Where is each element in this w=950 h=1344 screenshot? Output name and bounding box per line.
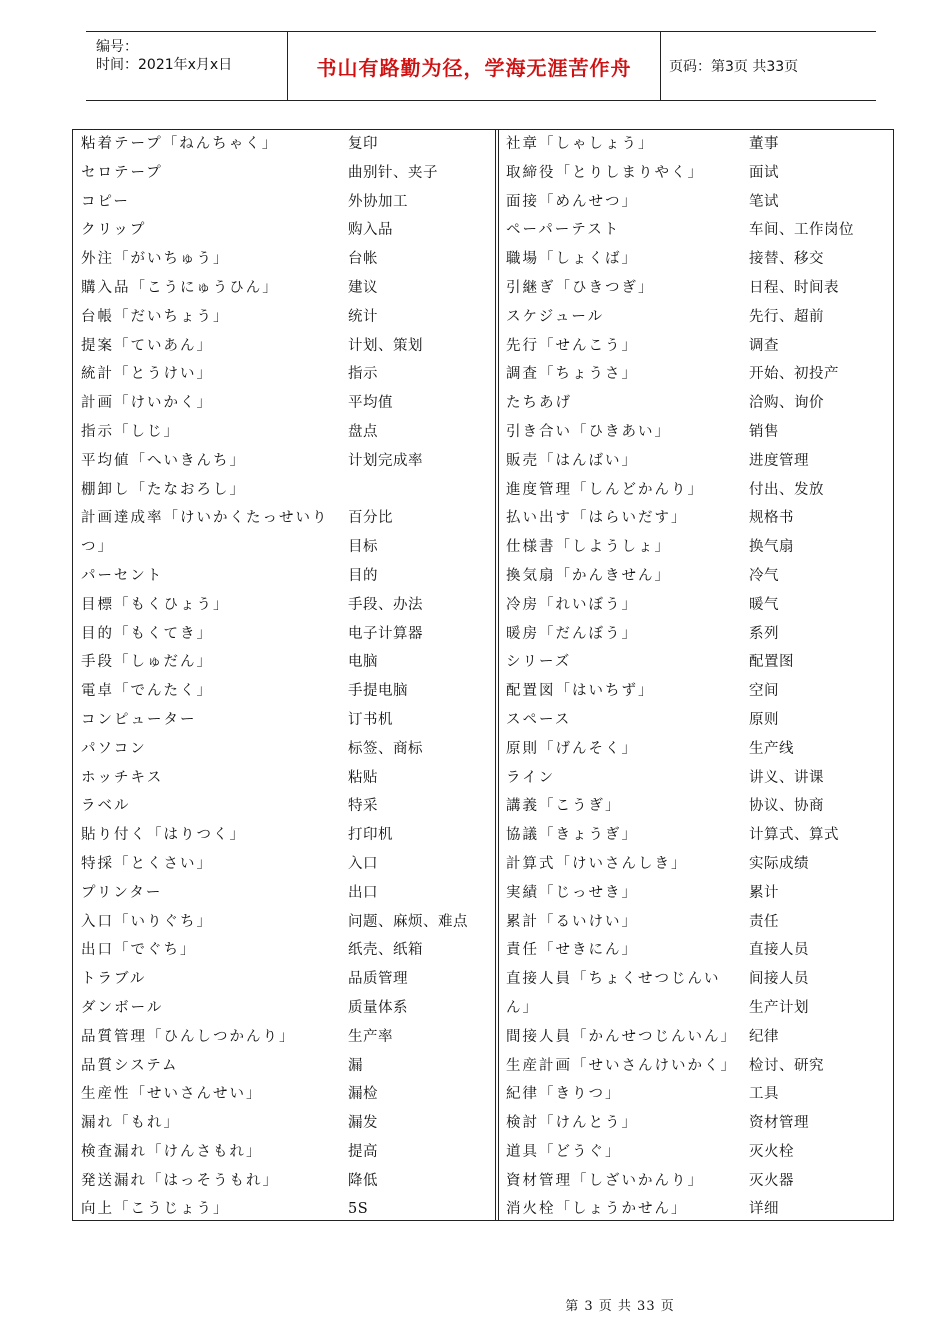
japanese-term: 調査「ちょうさ」 xyxy=(506,366,638,383)
chinese-term: 漏检 xyxy=(348,1086,378,1103)
chinese-term: 纸壳、纸箱 xyxy=(348,942,423,959)
chinese-term: 建议 xyxy=(348,279,378,296)
left-japanese-column xyxy=(81,130,341,1224)
japanese-term: 道具「どうぐ」 xyxy=(506,1143,622,1160)
japanese-term: コンピューター xyxy=(81,711,197,728)
chinese-term: 计划、策划 xyxy=(348,337,423,354)
japanese-term: 外注「がいちゅう」 xyxy=(81,251,230,268)
japanese-term: スケジュール xyxy=(506,308,605,325)
japanese-term: 向上「こうじょう」 xyxy=(81,1201,230,1218)
japanese-term: たちあげ xyxy=(506,395,572,412)
japanese-term: ライン xyxy=(506,769,556,786)
japanese-term: 引き合い「ひきあい」 xyxy=(506,423,671,440)
japanese-term: シリーズ xyxy=(506,654,572,671)
chinese-term: 复印 xyxy=(348,136,378,152)
chinese-term: 纪律 xyxy=(749,1028,779,1045)
japanese-term: 実績「じっせき」 xyxy=(506,884,638,901)
chinese-term: 接替、移交 xyxy=(749,251,824,268)
japanese-term: 講義「こうぎ」 xyxy=(506,798,622,815)
chinese-term: 曲别针、夹子 xyxy=(348,164,438,181)
japanese-term: 平均値「へいきんち」 xyxy=(81,452,246,469)
japanese-term: 計画「けいかく」 xyxy=(81,395,213,412)
japanese-term: 電卓「でんたく」 xyxy=(81,683,213,700)
japanese-term: 品質管理「ひんしつかんり」 xyxy=(81,1028,296,1045)
japanese-term: 漏れ「もれ」 xyxy=(81,1115,180,1132)
japanese-term: 手段「しゅだん」 xyxy=(81,654,213,671)
chinese-term: 冷气 xyxy=(749,567,779,584)
chinese-term: 先行、超前 xyxy=(749,308,824,325)
japanese-term: 粘着テープ「ねんちゃく」 xyxy=(81,136,279,152)
japanese-term: ダンボール xyxy=(81,999,164,1016)
chinese-term: 盘点 xyxy=(348,423,378,440)
chinese-term: 外协加工 xyxy=(348,193,408,210)
japanese-term: パーセント xyxy=(81,567,164,584)
japanese-term: ん」 xyxy=(506,999,539,1016)
japanese-term: 消火栓「しょうかせん」 xyxy=(506,1201,688,1218)
chinese-term: 系列 xyxy=(749,625,779,642)
japanese-term: 社章「しゃしょう」 xyxy=(506,136,655,152)
page-header xyxy=(86,31,876,101)
right-chinese-column xyxy=(749,130,889,1224)
chinese-term: 车间、工作岗位 xyxy=(749,222,854,239)
chinese-term: 购入品 xyxy=(348,222,393,239)
japanese-term: 計算式「けいさんしき」 xyxy=(506,855,688,872)
chinese-term: 日程、时间表 xyxy=(749,279,839,296)
chinese-term: 生产率 xyxy=(348,1028,393,1045)
japanese-term: 生産計画「せいさんけいかく」 xyxy=(506,1057,737,1074)
slogan-text: 书山有路勤为径，学海无涯苦作舟 xyxy=(316,55,632,80)
left-chinese-column xyxy=(348,130,488,1224)
japanese-term: 貼り付く「はりつく」 xyxy=(81,827,246,844)
chinese-term: 平均值 xyxy=(348,395,393,412)
header-left-cell xyxy=(86,32,288,100)
japanese-term: ホッチキス xyxy=(81,769,164,786)
chinese-term: 目标 xyxy=(348,539,378,556)
chinese-term: 董事 xyxy=(749,136,779,152)
chinese-term: 详细 xyxy=(749,1201,779,1218)
japanese-term: 計画達成率「けいかくたっせいり xyxy=(81,510,329,527)
japanese-term: 責任「せきにん」 xyxy=(506,942,638,959)
chinese-term xyxy=(348,476,488,505)
japanese-term: 出口「でぐち」 xyxy=(81,942,197,959)
chinese-term: 质量体系 xyxy=(348,999,408,1016)
japanese-term: 資材管理「しざいかんり」 xyxy=(506,1172,704,1189)
chinese-term: 直接人员 xyxy=(749,942,809,959)
chinese-term: 5S xyxy=(348,1201,369,1218)
japanese-term: つ」 xyxy=(81,539,114,556)
chinese-term: 笔试 xyxy=(749,193,779,210)
chinese-term: 漏发 xyxy=(348,1115,378,1132)
japanese-term: 原則「げんそく」 xyxy=(506,740,638,757)
japanese-term: 棚卸し「たなおろし」 xyxy=(81,481,246,498)
japanese-term: 冷房「れいぼう」 xyxy=(506,596,638,613)
chinese-term: 面试 xyxy=(749,164,779,181)
chinese-term: 问题、麻烦、难点 xyxy=(348,913,468,930)
page-footer: 第 3 页 共 33 页 xyxy=(565,1299,675,1314)
chinese-term: 目的 xyxy=(348,567,378,584)
chinese-term: 标签、商标 xyxy=(348,740,423,757)
japanese-term: クリップ xyxy=(81,222,147,239)
chinese-term: 打印机 xyxy=(348,827,393,844)
japanese-term: セロテープ xyxy=(81,164,163,181)
vocabulary-table xyxy=(72,129,894,1221)
japanese-term: 暖房「だんぼう」 xyxy=(506,625,638,642)
column-divider xyxy=(495,130,499,1220)
japanese-term: 仕様書「しようしょ」 xyxy=(506,539,671,556)
chinese-term: 进度管理 xyxy=(749,452,809,469)
chinese-term: 提高 xyxy=(348,1143,378,1160)
date-label: 时间：2021年x月x日 xyxy=(96,57,233,73)
chinese-term: 百分比 xyxy=(348,510,393,527)
chinese-term: 洽购、询价 xyxy=(749,395,824,412)
chinese-term: 实际成绩 xyxy=(749,855,809,872)
chinese-term: 生产线 xyxy=(749,740,794,757)
japanese-term: 品質システム xyxy=(81,1057,179,1074)
chinese-term: 配置图 xyxy=(749,654,794,671)
japanese-term: パソコン xyxy=(81,740,147,757)
chinese-term: 指示 xyxy=(348,366,378,383)
japanese-term: 進度管理「しんどかんり」 xyxy=(506,481,704,498)
japanese-term: 入口「いりぐち」 xyxy=(81,913,213,930)
japanese-term: 生産性「せいさんせい」 xyxy=(81,1086,263,1103)
chinese-term: 资材管理 xyxy=(749,1115,809,1132)
japanese-term: 検査漏れ「けんさもれ」 xyxy=(81,1143,263,1160)
chinese-term: 累计 xyxy=(749,884,779,901)
japanese-term: 目的「もくてき」 xyxy=(81,625,213,642)
chinese-term: 品质管理 xyxy=(348,971,408,988)
japanese-term: 台帳「だいちょう」 xyxy=(81,308,230,325)
chinese-term: 手提电脑 xyxy=(348,683,408,700)
japanese-term: 換気扇「かんきせん」 xyxy=(506,567,671,584)
chinese-term: 计划完成率 xyxy=(348,452,423,469)
serial-label: 编号： xyxy=(96,39,138,55)
japanese-term: 面接「めんせつ」 xyxy=(506,193,638,210)
chinese-term: 间接人员 xyxy=(749,971,809,988)
japanese-term: 間接人員「かんせつじんいん」 xyxy=(506,1028,737,1045)
japanese-term: 目標「もくひょう」 xyxy=(81,596,230,613)
japanese-term: 引継ぎ「ひきつぎ」 xyxy=(506,279,655,296)
japanese-term: 紀律「きりつ」 xyxy=(506,1086,622,1103)
japanese-term: 配置図「はいちず」 xyxy=(506,683,655,700)
chinese-term: 订书机 xyxy=(348,711,393,728)
japanese-term: 統計「とうけい」 xyxy=(81,366,213,383)
japanese-term: 先行「せんこう」 xyxy=(506,337,638,354)
chinese-term: 开始、初投产 xyxy=(749,366,839,383)
chinese-term: 协议、协商 xyxy=(749,798,824,815)
chinese-term: 台帐 xyxy=(348,251,378,268)
japanese-term: 取締役「とりしまりやく」 xyxy=(506,164,704,181)
chinese-term: 销售 xyxy=(749,423,779,440)
japanese-term: スペース xyxy=(506,711,572,728)
japanese-term: 払い出す「はらいだす」 xyxy=(506,510,688,527)
japanese-term: 累計「るいけい」 xyxy=(506,913,638,930)
chinese-term: 检讨、研究 xyxy=(749,1057,824,1074)
japanese-term: 特採「とくさい」 xyxy=(81,855,213,872)
chinese-term: 调查 xyxy=(749,337,779,354)
chinese-term: 漏 xyxy=(348,1057,363,1074)
chinese-term: 付出、发放 xyxy=(749,481,824,498)
chinese-term: 暖气 xyxy=(749,596,779,613)
japanese-term: コピー xyxy=(81,193,130,210)
chinese-term: 降低 xyxy=(348,1172,378,1189)
japanese-term: 検討「けんとう」 xyxy=(506,1115,638,1132)
japanese-term: 購入品「こうにゅうひん」 xyxy=(81,279,279,296)
japanese-term: ペーパーテスト xyxy=(506,222,621,239)
page-info: 页码：第3页 共33页 xyxy=(669,59,799,75)
japanese-term: プリンター xyxy=(81,884,163,901)
chinese-term: 入口 xyxy=(348,855,378,872)
chinese-term: 粘贴 xyxy=(348,769,378,786)
chinese-term: 手段、办法 xyxy=(348,596,423,613)
chinese-term: 讲义、讲课 xyxy=(749,769,824,786)
chinese-term: 工具 xyxy=(749,1086,779,1103)
chinese-term: 统计 xyxy=(348,308,378,325)
chinese-term: 灭火栓 xyxy=(749,1143,794,1160)
chinese-term: 灭火器 xyxy=(749,1172,794,1189)
japanese-term: 発送漏れ「はっそうもれ」 xyxy=(81,1172,279,1189)
japanese-term: ラベル xyxy=(81,798,131,815)
japanese-term: 協議「きょうぎ」 xyxy=(506,827,638,844)
header-slogan-cell xyxy=(288,32,661,100)
japanese-term: 提案「ていあん」 xyxy=(81,337,213,354)
chinese-term: 空间 xyxy=(749,683,779,700)
chinese-term: 电子计算器 xyxy=(348,625,423,642)
japanese-term: 直接人員「ちょくせつじんい xyxy=(506,971,721,988)
japanese-term: 販売「はんばい」 xyxy=(506,452,638,469)
chinese-term: 原则 xyxy=(749,711,779,728)
japanese-term: トラブル xyxy=(81,971,147,988)
right-japanese-column xyxy=(506,130,738,1224)
chinese-term: 规格书 xyxy=(749,510,794,527)
chinese-term: 生产计划 xyxy=(749,999,809,1016)
chinese-term: 电脑 xyxy=(348,654,378,671)
chinese-term: 换气扇 xyxy=(749,539,794,556)
japanese-term: 職場「しょくば」 xyxy=(506,251,638,268)
chinese-term: 特采 xyxy=(348,798,378,815)
chinese-term: 计算式、算式 xyxy=(749,827,839,844)
header-page-cell xyxy=(661,32,876,100)
chinese-term: 责任 xyxy=(749,913,779,930)
japanese-term: 指示「しじ」 xyxy=(81,423,180,440)
chinese-term: 出口 xyxy=(348,884,378,901)
